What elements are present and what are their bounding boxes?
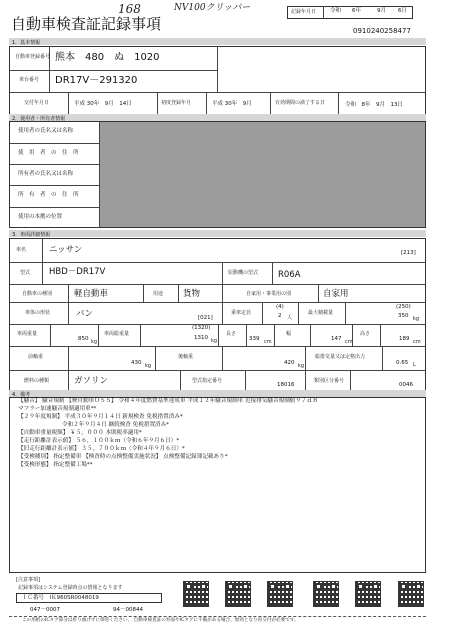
section-owner-header: 2．使用者・所有者情報 xyxy=(9,114,426,121)
first-reg-value: 平成 30年 9月 xyxy=(212,101,252,107)
height-label: 高さ xyxy=(360,331,371,337)
user-name-label: 使用者の氏名又は名称 xyxy=(18,128,74,134)
gross-weight-sub-value: (1320) xyxy=(192,325,211,331)
redacted-owner-info xyxy=(100,122,425,227)
reg-number-label: 自動車登録番号 xyxy=(15,54,51,60)
width-unit: cm xyxy=(345,339,353,345)
page-title: 自動車検査証記録事項 xyxy=(11,15,162,33)
qr-code xyxy=(184,582,208,606)
width-label: 幅 xyxy=(286,331,292,337)
gross-weight-unit: kg xyxy=(211,338,218,344)
owner-address-label: 所 有 者 の 住 所 xyxy=(18,192,79,198)
height-unit: cm xyxy=(413,339,421,345)
length-value: 339 xyxy=(249,336,260,342)
body-shape-value: バン xyxy=(76,309,94,319)
body-shape-code: [021] xyxy=(198,315,213,321)
record-date-month: 9月 xyxy=(377,8,386,14)
displacement-value: 0.65 xyxy=(396,360,409,366)
expiry-value: 令和 8年 9月 13日 xyxy=(345,102,403,108)
chassis-label: 車台番号 xyxy=(19,77,40,83)
section-remarks-header: 4．備考 xyxy=(9,390,426,397)
chassis-value: DR17V－291320 xyxy=(55,75,138,86)
gross-weight-label: 車両総重量 xyxy=(104,331,130,337)
remarks-line: 【騒音】 騒音規制 【軽自動車ＯＳＳ】 令和４年度燃費基準達成車 平成１２年騒音規制車 近接排気騒音規制値９７ｄＢ xyxy=(18,398,318,404)
gross-weight-value: 1310 xyxy=(194,335,208,341)
max-load-value: 350 xyxy=(398,313,409,319)
front-axle-unit: kg xyxy=(145,363,152,369)
height-value: 189 xyxy=(399,336,410,342)
user-address-label: 使 用 者 の 住 所 xyxy=(18,150,79,156)
use-label: 用途 xyxy=(153,291,164,297)
footer-note: この用紙のICタグ部分は折り曲げずに保管ください。 自動車検査証の券面やICタグに不備がある場合、無効となり再交付が必要です。 xyxy=(22,618,299,623)
remarks-line: 【自動車重量税額】 ￥５，０００ 本則税率適用* xyxy=(18,430,142,436)
rear-axle-unit: kg xyxy=(298,363,305,369)
capacity-sub-value: (4) xyxy=(276,304,284,310)
handwritten-number: 168 xyxy=(118,2,141,16)
notice-line: 記録事項はシステム登録時点の情報となります xyxy=(18,585,123,591)
notice-label: [注意事項] xyxy=(16,577,40,583)
first-reg-label: 初度登録年月 xyxy=(161,100,192,106)
kind-value: 軽自動車 xyxy=(74,289,109,299)
model-value: HBD－DR17V xyxy=(49,267,106,277)
maker-value: ニッサン xyxy=(49,245,83,255)
qr-code xyxy=(399,582,423,606)
engine-label: 原動機の型式 xyxy=(228,270,259,276)
remarks-line: 【受検種別】 指定整備車 【検査時の点検整備実施状況】 点検整備記録簿記載あり* xyxy=(18,454,228,460)
record-date-day: 6日 xyxy=(398,8,407,14)
private-use-label: 自家用・事業用の別 xyxy=(246,291,292,297)
qr-code xyxy=(268,582,292,606)
weight-value: 850 xyxy=(78,336,89,342)
width-value: 147 xyxy=(331,336,342,342)
qr-code xyxy=(226,582,250,606)
ic-number: ＩＣ番号 IＫ960SR0048019 xyxy=(22,595,99,601)
fuel-value: ガソリン xyxy=(74,376,109,386)
rear-axle-value: 420 xyxy=(284,360,295,366)
weight-unit: kg xyxy=(91,339,98,345)
engine-value: R06A xyxy=(278,270,301,280)
issue-date-value: 平成 30年 9月 14日 xyxy=(74,101,132,107)
section-vehicle-header: 3．車両詳細情報 xyxy=(9,230,426,237)
bottom-code-left: 047－0007 xyxy=(30,607,60,613)
use-value: 貨物 xyxy=(183,289,201,299)
rear-axle-label: 後軸重 xyxy=(178,354,194,360)
bottom-code-right: 94－00844 xyxy=(113,607,143,613)
remarks-line: 【受検形態】 指定整備工場** xyxy=(18,462,93,468)
capacity-unit: 人 xyxy=(287,315,293,321)
front-axle-value: 430 xyxy=(131,360,142,366)
front-axle-label: 前軸重 xyxy=(28,354,44,360)
maker-code: [213] xyxy=(401,250,416,256)
record-date-era: 令和 xyxy=(330,8,342,14)
private-use-value: 自家用 xyxy=(323,289,349,299)
kind-label: 自動車の種別 xyxy=(22,291,53,297)
weight-label: 車両重量 xyxy=(17,331,38,337)
capacity-value: 2 xyxy=(278,313,282,319)
remarks-line: マフラー加速騒音規制適用車** xyxy=(18,406,97,412)
max-load-sub-value: (250) xyxy=(396,304,411,310)
remarks-line: 【旧走行距離計表示値】 ３５，７００ｋｍ（令和４年９月６日）* xyxy=(18,446,185,452)
record-date-year: 6年 xyxy=(352,8,361,14)
expiry-label: 有効期間の満了する日 xyxy=(275,100,326,106)
max-load-unit: kg xyxy=(413,316,420,322)
body-shape-label: 車体の形状 xyxy=(25,310,51,316)
reg-number-value: 熊本 480 ぬ 1020 xyxy=(55,52,160,63)
document-number: 0910240258477 xyxy=(353,27,411,35)
owner-name-label: 所有者の氏名又は名称 xyxy=(18,171,74,177)
fuel-label: 燃料の種類 xyxy=(24,378,50,384)
handwritten-model-note: NV100クリッパー xyxy=(174,3,251,13)
capacity-label: 乗車定員 xyxy=(231,310,252,316)
designation-label: 型式指定番号 xyxy=(192,378,223,384)
model-label: 型式 xyxy=(20,270,31,276)
remarks-line: 令和２年９月４日 継続検査 免税措置済み* xyxy=(62,422,170,428)
designation-value: 18016 xyxy=(277,382,295,388)
base-location-label: 使用の本拠の位置 xyxy=(18,214,63,220)
remarks-line: 【走行距離計表示値】 ５６，１００ｋｍ（令和６年９月６日）* xyxy=(18,438,180,444)
category-label: 類別区分番号 xyxy=(314,378,345,384)
record-date-label: 記録年月日 xyxy=(291,9,317,15)
issue-date-label: 交付年月日 xyxy=(24,100,50,106)
displacement-unit: L xyxy=(413,362,416,368)
maker-label: 車名 xyxy=(16,247,27,253)
qr-code xyxy=(356,582,380,606)
length-label: 長さ xyxy=(226,331,237,337)
section-basic-header: 1．基本情報 xyxy=(9,38,426,45)
max-load-label: 最大積載量 xyxy=(308,310,334,316)
category-value: 0046 xyxy=(399,382,413,388)
length-unit: cm xyxy=(264,339,272,345)
remarks-line: 【２９年度規制】 平成３０年９月１４日 新規検査 免税措置済み* xyxy=(18,414,183,420)
displacement-label: 総排気量又は定格出力 xyxy=(315,354,366,360)
qr-code xyxy=(314,582,338,606)
